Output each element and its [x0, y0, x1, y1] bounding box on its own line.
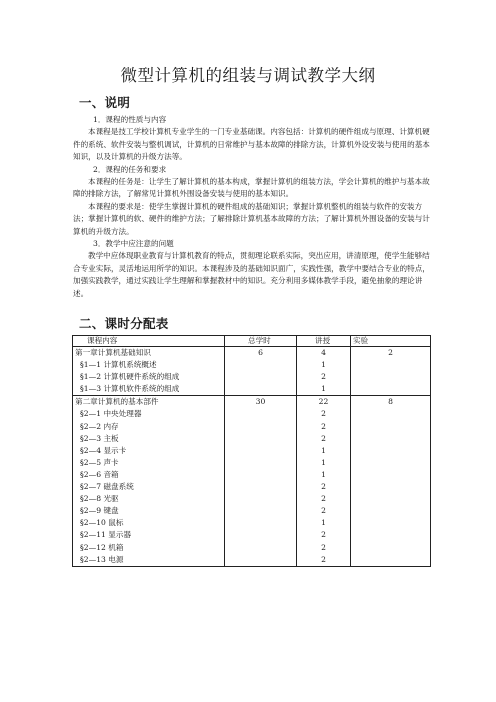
chapter-title: 第一章计算机基础知识: [75, 348, 151, 357]
section-item: §2—6 音箱: [80, 469, 119, 479]
section-description-body: [73, 114, 431, 300]
chapter-title: 第二章计算机的基本部件: [75, 397, 159, 407]
paragraph-notes: 教学中应体现职业教育与计算机教育的特点，贯彻理论联系实际，突出应用，讲清原理，使学生能够结合专业实际，灵活地运用所学的知识。本课程涉及的基础知识面广，实践性强，教学中要结合专业的特点，加强实践教学，通过实践让学生理解和掌握教材中的知识。充分利用多媒体教学手段，避免抽象的理论讲述。: [73, 251, 430, 298]
lecture-hours-value: 1: [321, 518, 326, 528]
lecture-hours-value: 2: [321, 421, 326, 431]
section-item: §1—2 计算机硬件系统的组成: [80, 372, 180, 382]
subsection-heading-nature: 1．课程的性质与内容: [93, 115, 167, 124]
paragraph-requirements: 本课程的要求是：使学生掌握计算机的硬件组成的基础知识；掌握计算机整机的组装与软件的安装方法；掌握计算机的软、硬件的维护方法；了解排除计算机基本故障的方法；了解计算机外围设备的安装与计算机的升级方法。: [73, 201, 430, 236]
chapter-2-lab: [351, 396, 431, 566]
document-title: 微型计算机的组装与调试教学大纲: [120, 66, 376, 85]
chapter-1-lecture: [297, 347, 351, 396]
chapter-1-content: [73, 347, 225, 396]
lecture-hours-value: 1: [321, 457, 326, 467]
chapter-2-lecture: [297, 396, 351, 566]
chapter-1-lab: [351, 347, 431, 396]
lecture-hours-value: 2: [321, 542, 326, 552]
section-item: §2—3 主板: [80, 433, 119, 443]
lecture-hours-value: 2: [321, 482, 326, 492]
lab-hours-value: 2: [388, 348, 393, 357]
table-row-chapter-1: [73, 347, 431, 396]
total-hours-value: 6: [258, 348, 263, 357]
subsection-heading-notes: 3．教学中应注意的问题: [93, 239, 174, 249]
lecture-hours-value: 1: [321, 445, 326, 455]
lecture-hours-value: 22: [318, 397, 329, 407]
paragraph-tasks: 本课程的任务是：让学生了解计算机的基本构成，掌握计算机的组装方法，学会计算机的维护与基本故障的排除方法，了解常见计算机外围设备安装与使用的基本知识。: [73, 177, 430, 199]
total-hours-value: 30: [255, 397, 266, 407]
lecture-hours-value: 2: [321, 530, 326, 540]
lecture-hours-value: 1: [321, 384, 326, 394]
section-item: §2—10 鼠标: [80, 518, 124, 528]
lecture-hours-value: 1: [321, 469, 326, 479]
section-heading-description: 一、说明: [79, 95, 131, 110]
lecture-hours-value: 2: [321, 372, 326, 382]
header-total-hours: 总学时: [225, 336, 297, 347]
lecture-hours-value: 1: [321, 360, 326, 370]
section-item: §2—7 磁盘系统: [80, 482, 134, 492]
lab-hours-value: 8: [388, 397, 393, 407]
section-item: §2—13 电源: [80, 554, 124, 564]
section-item: §2—8 光驱: [80, 494, 119, 504]
chapter-2-content: [73, 396, 225, 566]
section-item: §2—1 中央处理器: [80, 409, 142, 419]
paragraph-nature: 本课程是技工学校计算机专业学生的一门专业基础课。内容包括：计算机的硬件组成与原理、计算机硬件的系统、软件安装与整机调试，计算机的日常维护与基本故障的排除方法，计算机外设安装与使用的基本知识，以及计算机的升级方法等。: [73, 127, 430, 162]
hours-table: [72, 335, 431, 567]
header-lecture: 讲授: [297, 336, 351, 347]
chapter-2-total: [225, 396, 297, 566]
section-item: §2—2 内存: [80, 421, 119, 431]
lecture-hours-value: 2: [321, 494, 326, 504]
table-row-chapter-2: [73, 396, 431, 566]
lecture-hours-value: 2: [321, 554, 326, 564]
lecture-hours-value: 2: [321, 506, 326, 516]
section-item: §1—1 计算机系统概述: [80, 360, 157, 370]
lecture-hours-value: 2: [321, 409, 326, 419]
section-item: §2—5 声卡: [80, 457, 119, 467]
section-item: §2—9 键盘: [80, 506, 119, 516]
chapter-1-total: [225, 347, 297, 396]
lecture-hours-value: 4: [321, 348, 326, 357]
lecture-hours-value: 2: [321, 433, 326, 443]
section-item: §2—12 机箱: [80, 542, 124, 552]
header-lab: 实验: [351, 336, 431, 347]
section-item: §2—11 显示器: [80, 530, 132, 540]
subsection-heading-tasks: 2．课程的任务和要求: [93, 164, 167, 174]
section-item: §2—4 显示卡: [80, 445, 127, 455]
table-header-row: [73, 336, 431, 347]
section-heading-hours: 二、课时分配表: [79, 316, 169, 331]
section-item: §1—3 计算机软件系统的组成: [80, 384, 180, 394]
header-course-content: 课程内容: [73, 336, 225, 347]
